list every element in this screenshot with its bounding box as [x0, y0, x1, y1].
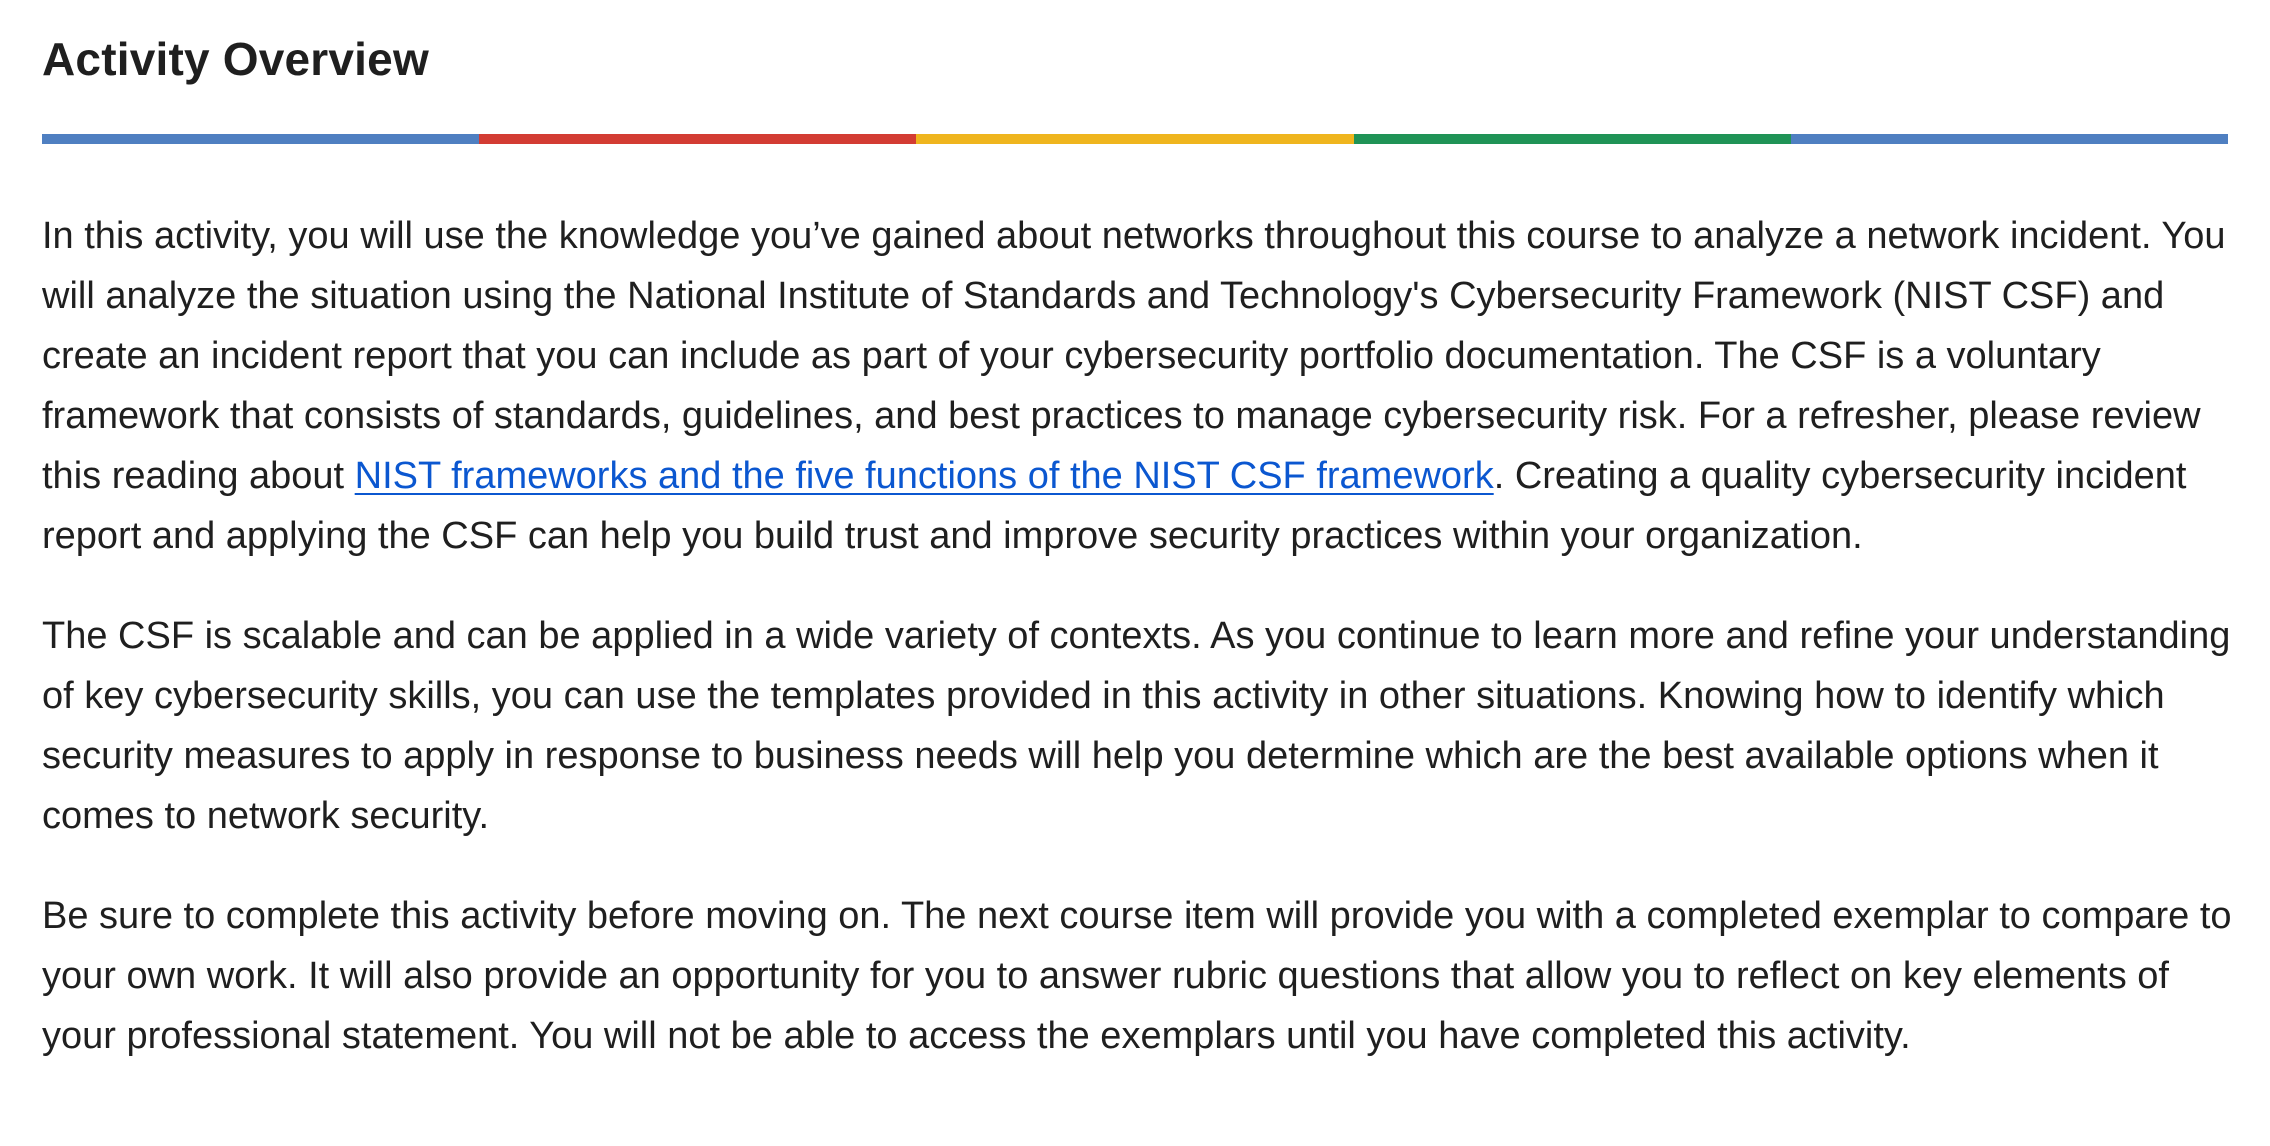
paragraph-csf-scalable [42, 606, 2231, 846]
divider-segment-blue [42, 134, 479, 144]
divider-segment-red [479, 134, 916, 144]
paragraph-line: Be sure to complete this activity before moving on. The next course item will provide you with a completed exemplar to compare to [42, 895, 2232, 937]
paragraph-line-with-link [42, 446, 2228, 506]
color-divider [42, 134, 2228, 144]
divider-segment-blue-end [1791, 134, 2228, 144]
link-prefix-text: this reading about [42, 455, 355, 497]
divider-segment-green [1354, 134, 1791, 144]
paragraph-line: comes to network security. [42, 795, 490, 837]
nist-frameworks-link[interactable]: NIST frameworks and the five functions of the NIST CSF framework [354, 455, 1494, 497]
paragraph-line: framework that consists of standards, guidelines, and best practices to manage cybersecurity risk. For a refresher, please review [42, 395, 2201, 437]
paragraph-line: create an incident report that you can include as part of your cybersecurity portfolio documentation. The CSF is a voluntary [42, 335, 2101, 377]
paragraph-line: will analyze the situation using the National Institute of Standards and Technology's Cybersecurity Framework (NIST CSF) and [42, 275, 2165, 317]
paragraph-line: report and applying the CSF can help you build trust and improve security practices within your organization. [42, 515, 1863, 557]
paragraph-line: security measures to apply in response to business needs will help you determine which are the best available options when it [42, 735, 2159, 777]
paragraph-line: your professional statement. You will not be able to access the exemplars until you have completed this activity. [42, 1015, 1911, 1057]
paragraph-complete-activity [42, 886, 2232, 1066]
paragraph-line: of key cybersecurity skills, you can use the templates provided in this activity in other situations. Knowing how to identify which [42, 675, 2165, 717]
divider-segment-yellow [916, 134, 1353, 144]
paragraph-intro [42, 206, 2228, 566]
paragraph-line: In this activity, you will use the knowledge you’ve gained about networks throughout this course to analyze a network incident. You [42, 215, 2226, 257]
link-suffix-text: . Creating a quality cybersecurity incident [1493, 455, 2187, 497]
paragraph-line: your own work. It will also provide an opportunity for you to answer rubric questions that allow you to reflect on key elements of [42, 955, 2169, 997]
paragraph-line: The CSF is scalable and can be applied in a wide variety of contexts. As you continue to learn more and refine your understanding [42, 615, 2231, 657]
page-title: Activity Overview [42, 33, 429, 85]
